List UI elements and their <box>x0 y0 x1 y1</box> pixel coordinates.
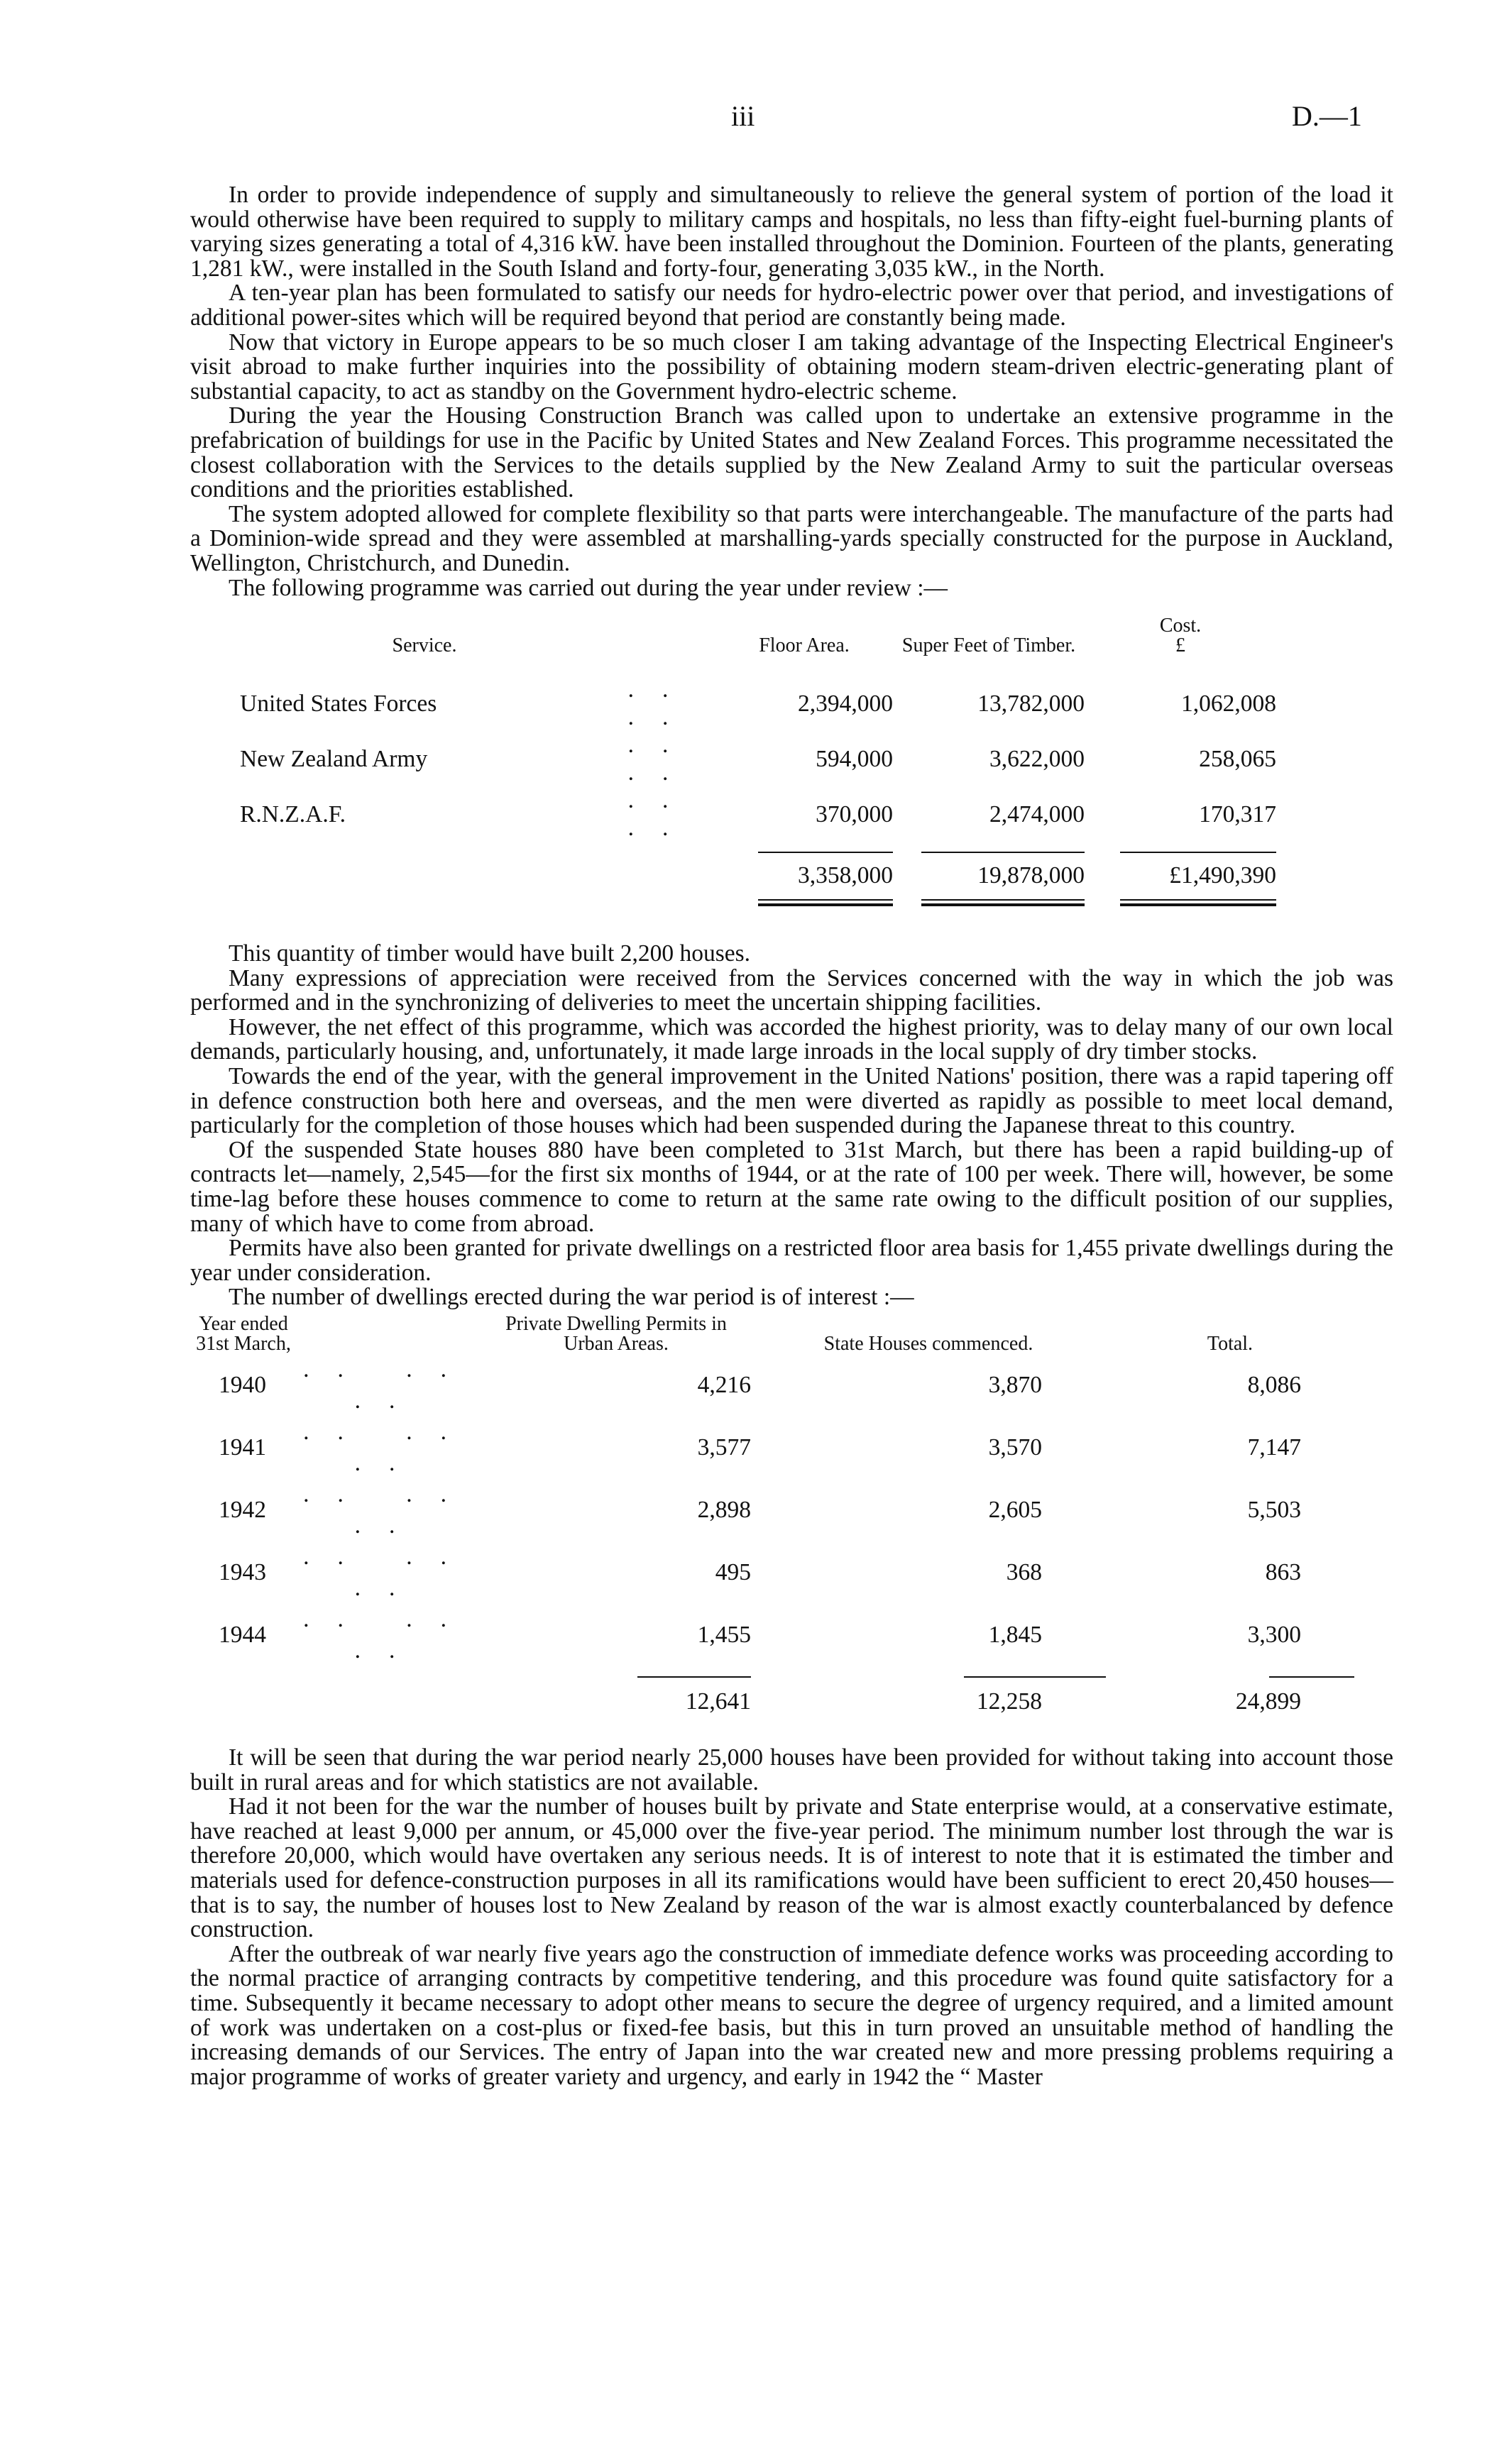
paragraph: The number of dwellings erected during the war period is of interest :— <box>229 1284 914 1311</box>
private-permits: 495 <box>715 1559 751 1585</box>
paragraph: Many expressions of appreciation were received from the Services concerned with the way in which the job was performed and in the synchronizing of deliveries to meet the uncertain shipping facilities. <box>190 964 1393 1016</box>
paragraph: It will be seen that during the war period nearly 25,000 houses have been provided for without taking into account those built in rural areas and for which statistics are not available. <box>190 1744 1393 1795</box>
leader-dots: .. .. <box>627 732 697 786</box>
page-number: iii <box>731 100 755 132</box>
col-timber: Super Feet of Timber. <box>901 634 1076 657</box>
document-reference: D.—1 <box>1292 100 1362 132</box>
floor-area: 370,000 <box>816 801 893 827</box>
total: 7,147 <box>1247 1434 1301 1461</box>
total: 863 <box>1265 1559 1301 1585</box>
paragraph: Permits have also been granted for private dwellings on a restricted floor area basis for 1,455 private dwellings during the year under consideration. <box>190 1235 1393 1286</box>
total-timber: 19,878,000 <box>977 862 1085 889</box>
cost: 170,317 <box>1199 801 1276 827</box>
paragraph: Of the suspended State houses 880 have been completed to 31st March, but there has been a rapid building-up of contracts let—namely, 2,545—for the first six months of 1944, or at the rate of 100 per week. There will, however, be some time-lag before these houses commence to come to return at the same rate owing to the difficult position of our supplies, many of which have to come from abroad. <box>190 1136 1393 1237</box>
leader-dots: .. .. .. <box>303 1544 475 1601</box>
leader-dots: .. .. .. <box>303 1419 475 1476</box>
total-total: 24,899 <box>1235 1688 1301 1715</box>
paragraph: Towards the end of the year, with the general improvement in the United Nations' position, there was a rapid tapering off in defence construction both here and overseas, and the men were diverted as rapidly as possible to meet local demand, particularly for the completion of those houses which had been suspended during the Japanese threat to this country. <box>190 1063 1393 1139</box>
cost: 258,065 <box>1199 745 1276 772</box>
state-houses: 368 <box>1006 1559 1042 1585</box>
col-private: Private Dwelling Permits in Urban Areas. <box>505 1313 727 1355</box>
table-row <box>190 1604 1354 1666</box>
timber-programme-table <box>240 616 1276 906</box>
leader-dots: .. .. <box>627 676 697 731</box>
total: 8,086 <box>1247 1372 1301 1398</box>
col-year: Year ended 31st March, <box>196 1313 291 1355</box>
floor-area: 594,000 <box>816 745 893 772</box>
service-name: New Zealand Army <box>240 745 428 772</box>
total-floor: 3,358,000 <box>798 862 893 889</box>
col-cost: Cost. £ <box>1159 615 1202 657</box>
col-state: State Houses commenced. <box>823 1333 1033 1355</box>
state-houses: 1,845 <box>988 1622 1042 1648</box>
table-header-row <box>190 1314 1354 1354</box>
paragraph: The following programme was carried out during the year under review :— <box>229 574 948 601</box>
paragraph: However, the net effect of this programme, which was accorded the highest priority, was to delay many of our own local demands, particularly housing, and, unfortunately, it made large inroads in the local supply of dry timber stocks. <box>190 1013 1393 1065</box>
year: 1941 <box>219 1434 266 1461</box>
dwellings-table <box>190 1314 1354 1717</box>
total: 3,300 <box>1247 1622 1301 1648</box>
paragraph: The system adopted allowed for complete flexibility so that parts were interchangeable. The manufacture of the parts had a Dominion-wide spread and they were assembled at marshalling-yards specially constructed for the purpose in Auckland, Wellington, Christchurch, and Dunedin. <box>190 500 1393 576</box>
paragraph: In order to provide independence of supply and simultaneously to relieve the general system of portion of the load it would otherwise have been required to supply to military camps and hospitals, no less than fifty-eight fuel-burning plants of varying sizes generating a total of 4,316 kW. have been installed throughout the Dominion. Fourteen of the plants, generating 1,281 kW., were installed in the South Island and forty-four, generating 3,035 kW., in the North. <box>190 182 1393 282</box>
paragraph: During the year the Housing Construction Branch was called upon to undertake an extensive programme in the prefabrication of buildings for use in the Pacific by United States and New Zealand Forces. This programme necessitated the closest collaboration with the Services to the details supplied by the New Zealand Army to suit the particular overseas conditions and the priorities established. <box>190 402 1393 503</box>
timber: 13,782,000 <box>977 690 1085 717</box>
state-houses: 3,870 <box>988 1372 1042 1398</box>
private-permits: 1,455 <box>697 1622 751 1648</box>
table-row <box>190 1479 1354 1541</box>
cost: 1,062,008 <box>1181 690 1276 717</box>
leader-dots: .. .. <box>627 787 697 842</box>
private-permits: 4,216 <box>697 1372 751 1398</box>
col-floor-area: Floor Area. <box>759 634 850 657</box>
floor-area: 2,394,000 <box>798 690 893 717</box>
total-cost: £1,490,390 <box>1169 862 1276 889</box>
total: 5,503 <box>1247 1497 1301 1523</box>
paragraph: This quantity of timber would have built 2,200 houses. <box>229 940 751 967</box>
table-row <box>190 1417 1354 1479</box>
totals-row <box>240 853 1276 889</box>
col-total: Total. <box>1207 1333 1254 1355</box>
totals-row <box>190 1678 1354 1717</box>
paragraph: Now that victory in Europe appears to be so much closer I am taking advantage of the Inspecting Electrical Engineer's visit abroad to make further inquiries into the possibility of obtaining modern steam-driven electric-generating plant of substantial capacity, to act as standby on the Government hydro-electric scheme. <box>190 329 1393 405</box>
year: 1943 <box>219 1559 266 1585</box>
total-private: 12,641 <box>685 1688 751 1715</box>
paragraph: Had it not been for the war the number of houses built by private and State enterprise would, at a conservative estimate, have reached at least 9,000 per annum, or 45,000 over the five-year period. The minimum number lost through the war is therefore 20,000, which would have overtaken any serious needs. It is of interest to note that it is estimated the timber and materials used for defence-construction purposes in all its ramifications would have been sufficient to erect 20,450 houses—that is to say, the number of houses lost to New Zealand by reason of the war is almost exactly counterbalanced by defence construction. <box>190 1793 1393 1943</box>
year: 1940 <box>219 1372 266 1398</box>
private-permits: 2,898 <box>697 1497 751 1523</box>
private-permits: 3,577 <box>697 1434 751 1461</box>
service-name: R.N.Z.A.F. <box>240 801 346 827</box>
leader-dots: .. .. .. <box>303 1606 475 1663</box>
table-header-row <box>240 616 1276 676</box>
timber: 2,474,000 <box>989 801 1085 827</box>
service-name: United States Forces <box>240 690 437 717</box>
paragraph-group <box>190 942 1393 1310</box>
table-row <box>240 676 1276 731</box>
timber: 3,622,000 <box>989 745 1085 772</box>
table-row <box>240 786 1276 842</box>
total-state: 12,258 <box>976 1688 1042 1715</box>
paragraph-group <box>190 1746 1393 2089</box>
table-row <box>190 1541 1354 1604</box>
state-houses: 2,605 <box>988 1497 1042 1523</box>
leader-dots: .. .. .. <box>303 1481 475 1539</box>
leader-dots: .. .. .. <box>303 1356 475 1414</box>
table-row <box>240 731 1276 786</box>
table-row <box>190 1354 1354 1417</box>
year: 1944 <box>219 1622 266 1648</box>
paragraph: After the outbreak of war nearly five years ago the construction of immediate defence works was proceeding according to the normal practice of arranging contracts by competitive tendering, and this procedure was found quite satisfactory for a time. Subsequently it became necessary to adopt other means to secure the degree of urgency required, and a limited amount of work was undertaken on a cost-plus or fixed-fee basis, but this in turn proved an unsuitable method of handling the increasing demands of our Services. The entry of Japan into the war created new and more pressing problems requiring a major programme of works of greater variety and urgency, and early in 1942 the “ Master <box>190 1940 1393 2090</box>
document-body <box>190 183 1393 2089</box>
paragraph-group <box>190 183 1393 600</box>
paragraph: A ten-year plan has been formulated to satisfy our needs for hydro-electric power over that period, and investigations of additional power-sites which will be required beyond that period are constantly being made. <box>190 280 1393 331</box>
col-service: Service. <box>392 634 457 657</box>
state-houses: 3,570 <box>988 1434 1042 1461</box>
year: 1942 <box>219 1497 266 1523</box>
